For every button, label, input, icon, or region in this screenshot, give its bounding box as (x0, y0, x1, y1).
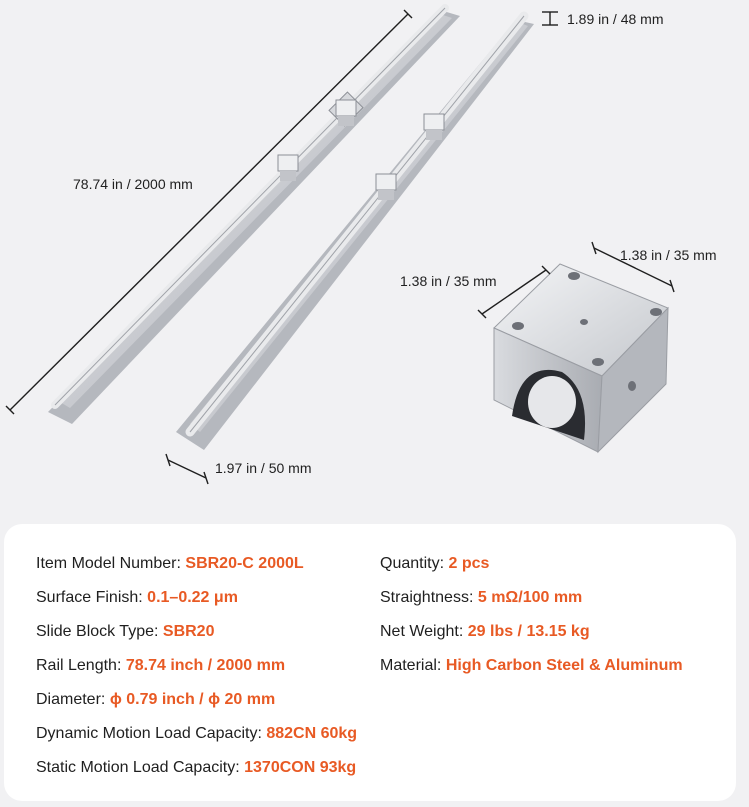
spec-label: Static Motion Load Capacity: (36, 759, 240, 776)
rail-width-dimension: 1.97 in / 50 mm (215, 460, 312, 476)
rail-height-dimension: 1.89 in / 48 mm (567, 11, 664, 27)
spec-value: SBR20 (162, 623, 215, 640)
spec-value: 29 lbs / 13.15 kg (467, 623, 590, 640)
spec-surface-finish (36, 588, 238, 608)
spec-label: Straightness: (380, 589, 474, 606)
spec-label: Dynamic Motion Load Capacity: (36, 725, 262, 742)
spec-value: 78.74 inch / 2000 mm (125, 657, 286, 674)
spec-quantity (380, 554, 489, 574)
spec-label: Item Model Number: (36, 555, 181, 572)
spec-slide-block-type (36, 622, 214, 642)
spec-value: 882CN 60kg (266, 725, 358, 742)
spec-label: Material: (380, 657, 442, 674)
spec-value: High Carbon Steel & Aluminum (445, 657, 683, 674)
spec-value: ϕ 0.79 inch / ϕ 20 mm (109, 691, 276, 708)
spec-dynamic-load (36, 724, 357, 744)
spec-label: Slide Block Type: (36, 623, 159, 640)
spec-diameter (36, 690, 275, 710)
spec-value: 0.1–0.22 μm (147, 589, 238, 606)
spec-value: 1370CON 93kg (244, 759, 357, 776)
spec-static-load (36, 758, 356, 778)
specifications-card (4, 524, 736, 801)
spec-value: 5 mΩ/100 mm (477, 589, 583, 606)
spec-value: SBR20-C 2000L (185, 555, 304, 572)
spec-label: Surface Finish: (36, 589, 143, 606)
block-width-dimension: 1.38 in / 35 mm (400, 273, 497, 289)
spec-label: Rail Length: (36, 657, 122, 674)
spec-label: Net Weight: (380, 623, 464, 640)
slide-block (494, 264, 668, 452)
block-length-dimension: 1.38 in / 35 mm (620, 247, 717, 263)
spec-value: 2 pcs (448, 555, 490, 572)
spec-material (380, 656, 683, 676)
spec-item-model-number (36, 554, 304, 574)
rail-length-dimension: 78.74 in / 2000 mm (73, 176, 193, 192)
spec-label: Quantity: (380, 555, 445, 572)
spec-straightness (380, 588, 582, 608)
spec-label: Diameter: (36, 691, 106, 708)
spec-net-weight (380, 622, 590, 642)
spec-rail-length (36, 656, 285, 676)
